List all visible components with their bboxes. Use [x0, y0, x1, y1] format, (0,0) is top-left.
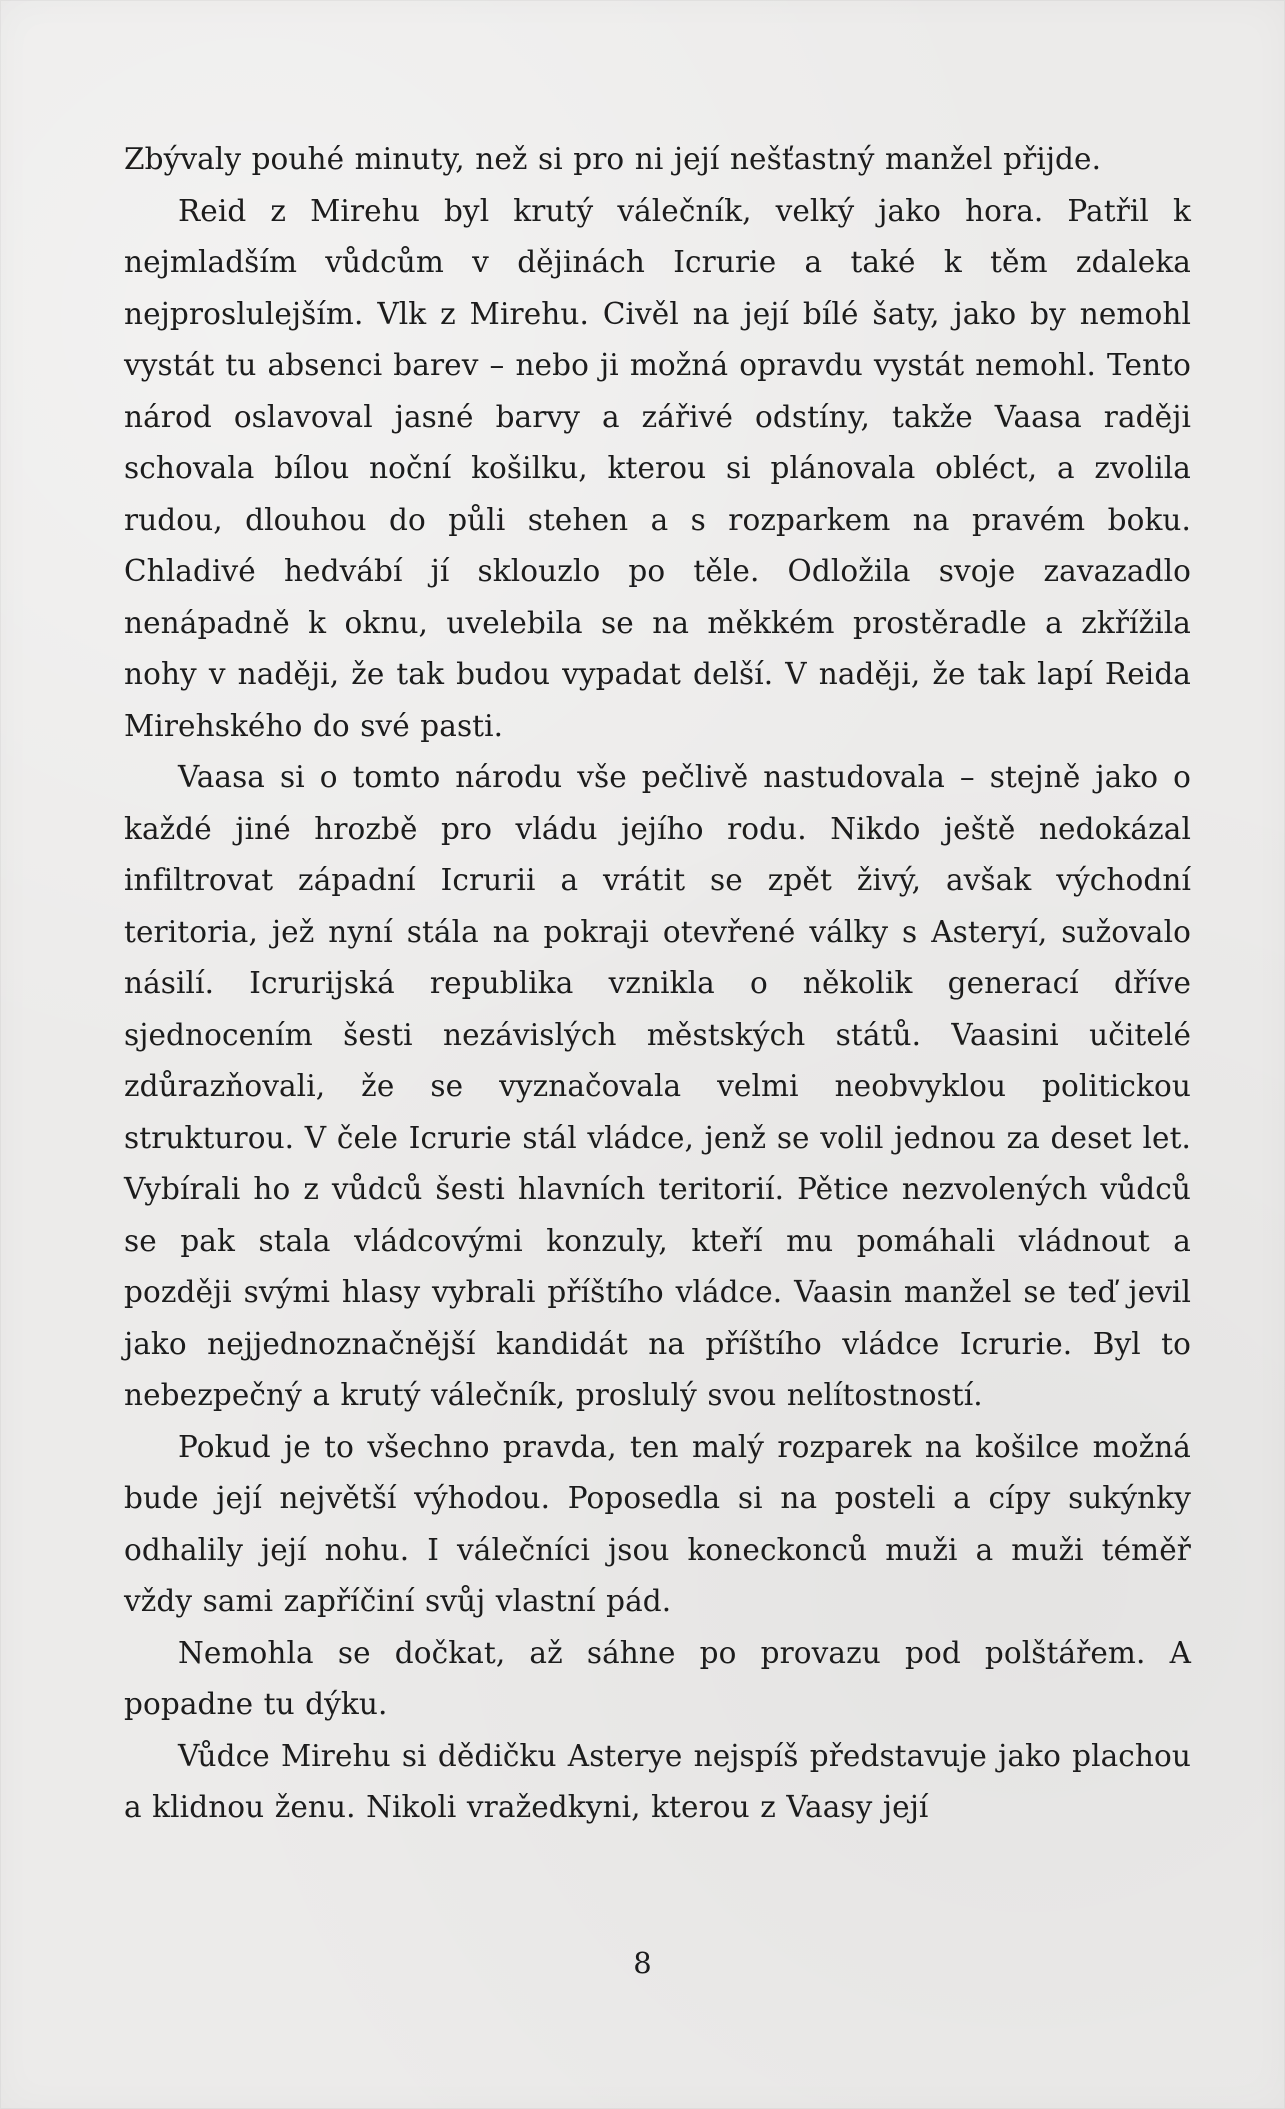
paragraph: Vůdce Mirehu si dědičku Asterye nejspíš představuje jako plachou a klidnou ženu. Nikoli vražedkyni, kterou z Vaasy její: [124, 1738, 1191, 1824]
paragraph: Vaasa si o tomto národu vše pečlivě nastudovala – stejně jako o každé jiné hrozbě pro vládu jejího rodu. Nikdo ještě nedokázal infiltrovat západní Icrurii a vrátit se zpět živý, avšak východní teritoria, jež nyní stála na pokraji otevřené války s Asteryí, sužovalo násilí. Icrurijská republika vznikla o několik generací dříve sjednocením šesti nezávislých městských států. Vaasini učitelé zdůrazňovali, že se vyznačovala velmi neobvyklou politickou strukturou. V čele Icrurie stál vládce, jenž se volil jednou za deset let. Vybírali ho z vůdců šesti hlavních teritorií. Pětice nezvolených vůdců se pak stala vládcovými konzuly, kteří mu pomáhali vládnout a později svými hlasy vybrali příštího vládce. Vaasin manžel se teď jevil jako nejjednoznačnější kandidát na příštího vládce Icrurie. Byl to nebezpečný a krutý válečník, proslulý svou nelítostností.: [124, 760, 1191, 1412]
body-text: [124, 134, 1191, 1834]
paragraph: Reid z Mirehu byl krutý válečník, velký jako hora. Patřil k nejmladším vůdcům v dějinách Icrurie a také k těm zdaleka nejproslulejším. Vlk z Mirehu. Civěl na její bílé šaty, jako by nemohl vystát tu absenci barev – nebo ji možná opravdu vystát nemohl. Tento národ oslavoval jasné barvy a zářivé odstíny, takže Vaasa raději schovala bílou noční košilku, kterou si plánovala obléct, a zvolila rudou, dlouhou do půli stehen a s rozparkem na pravém boku. Chladivé hedvábí jí sklouzlo po těle. Odložila svoje zavazadlo nenápadně k oknu, uvelebila se na měkkém prostěradle a zkřížila nohy v naději, že tak budou vypadat delší. V naději, že tak lapí Reida Mirehského do své pasti.: [124, 193, 1191, 743]
paragraph: Pokud je to všechno pravda, ten malý rozparek na košilce možná bude její největší výhodou. Poposedla si na posteli a cípy sukýnky odhalily její nohu. I válečníci jsou koneckonců muži a muži téměř vždy sami zapříčiní svůj vlastní pád.: [124, 1429, 1191, 1618]
paragraph: Zbývaly pouhé minuty, než si pro ni její nešťastný manžel přijde.: [124, 142, 1102, 176]
paragraph: Nemohla se dočkat, až sáhne po provazu pod polštářem. A popadne tu dýku.: [124, 1635, 1191, 1721]
page-number: 8: [633, 1946, 652, 1980]
